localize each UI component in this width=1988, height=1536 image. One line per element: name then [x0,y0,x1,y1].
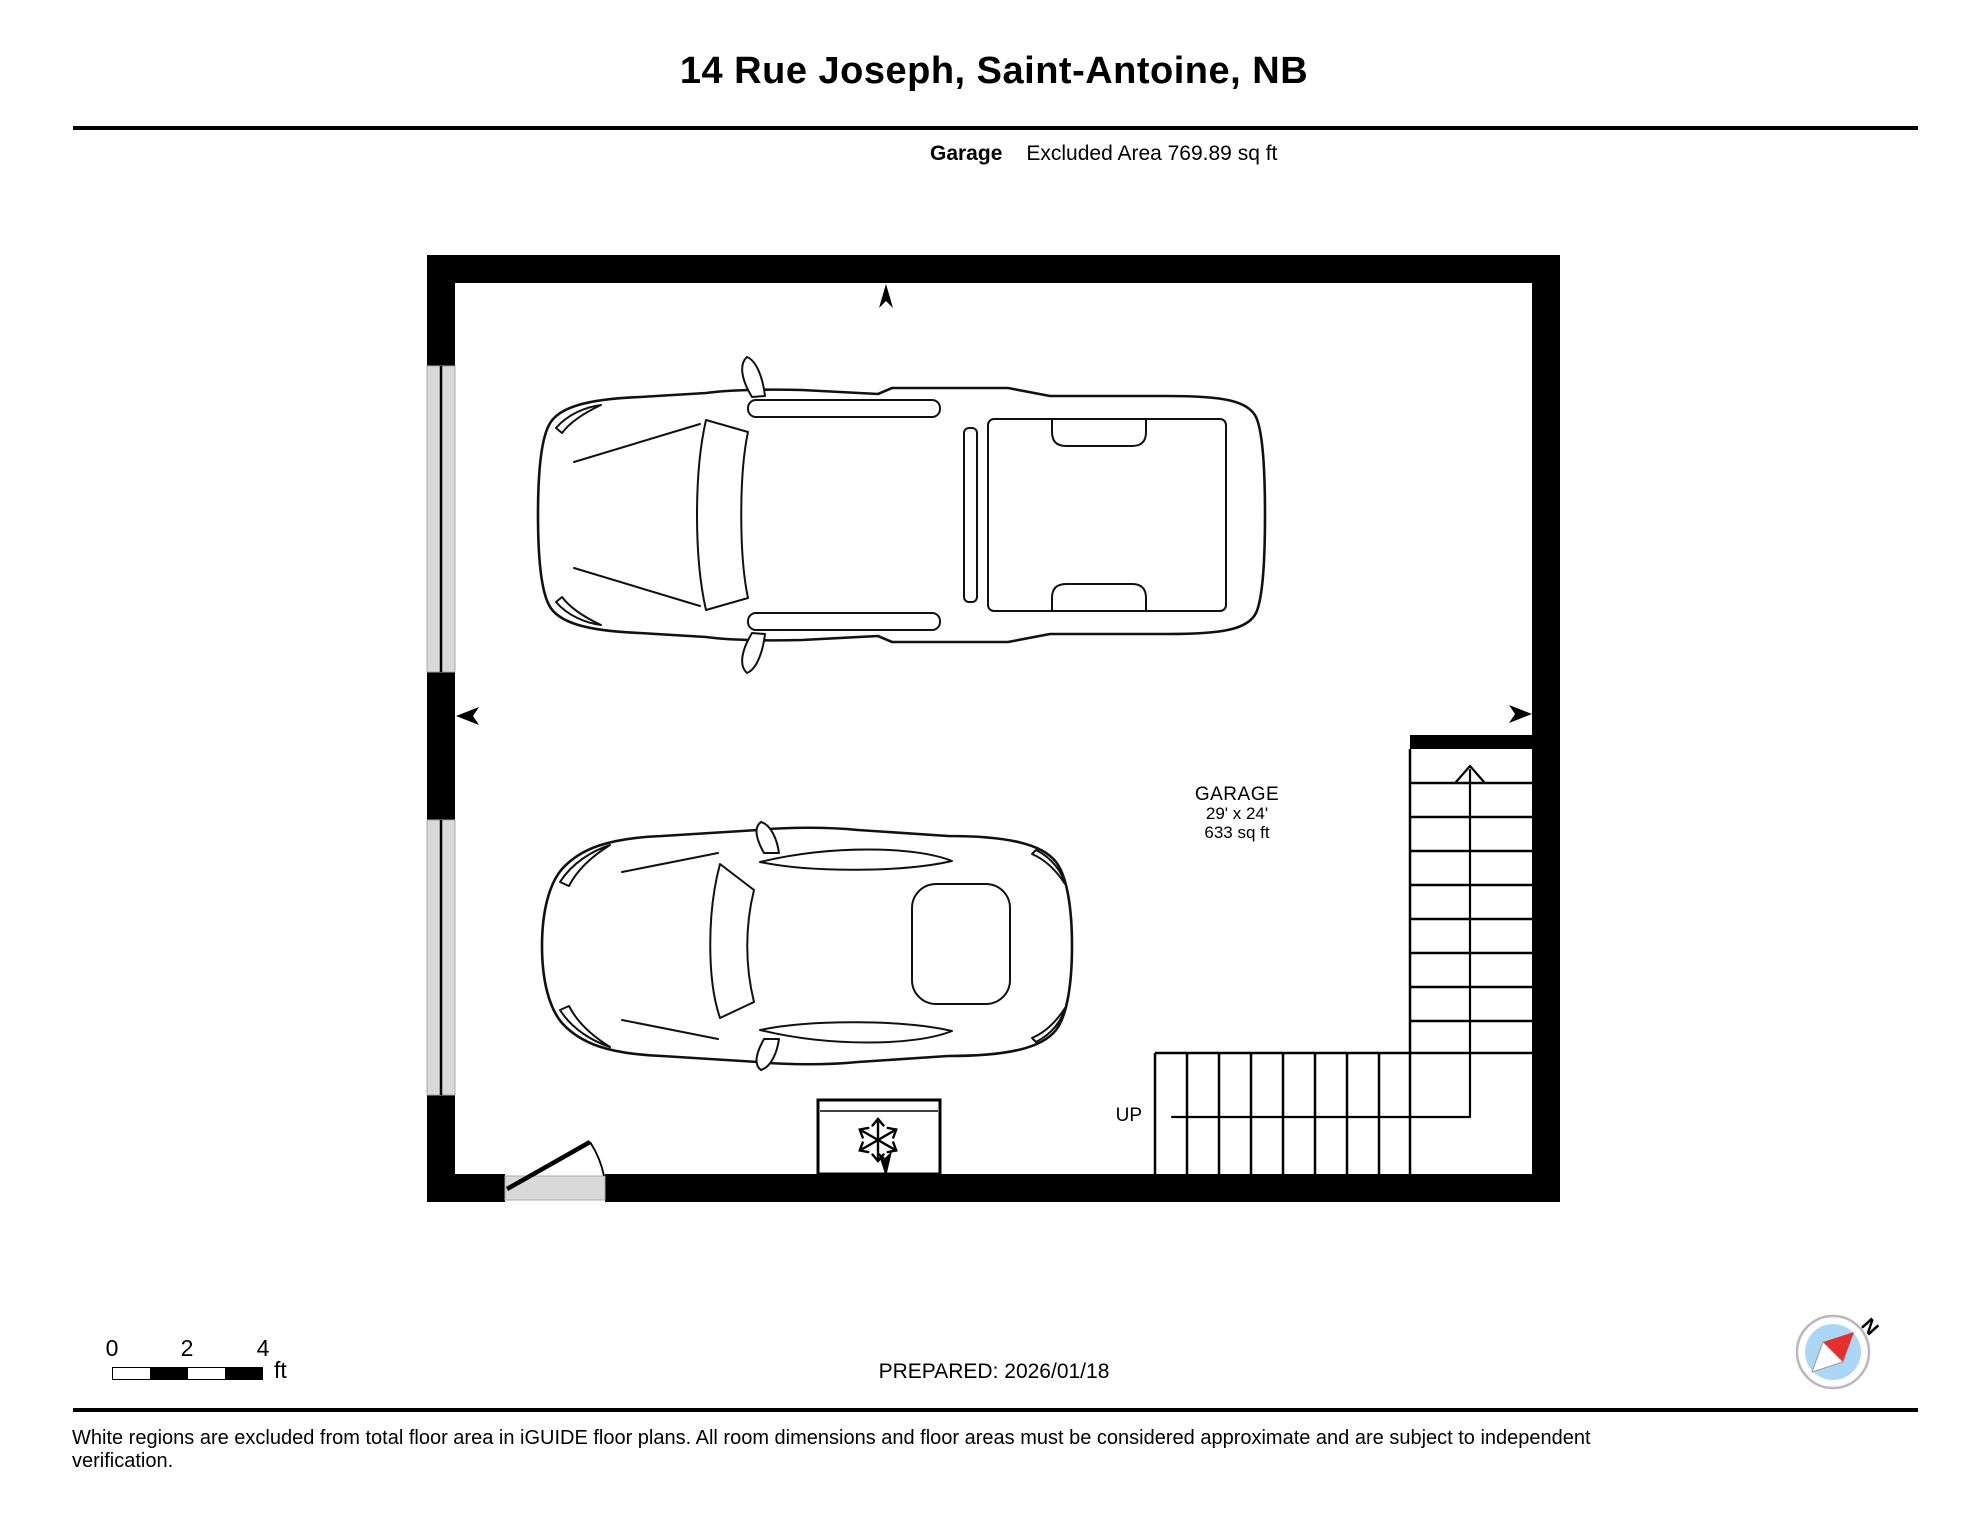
stairs-up-label: UP [1115,1105,1142,1126]
floor-subtitle [930,142,1277,166]
room-dimensions: 29' x 24' [1205,804,1269,823]
marker-arrow-right [1509,705,1532,723]
excluded-area-note: Excluded Area 769.89 sq ft [1026,142,1278,165]
room-area: 633 sq ft [1204,823,1270,842]
entry-door [505,1142,605,1200]
marker-arrow-top [879,284,893,308]
pickup-truck-outline [538,357,1265,673]
room-name: GARAGE [1194,784,1280,805]
scale-tick-4: 4 [256,1335,270,1361]
hvac-unit [818,1100,940,1177]
floor-label: Garage [930,142,1003,165]
header-divider [73,126,1918,130]
marker-arrow-left [456,707,479,725]
scale-tick-2: 2 [180,1335,194,1361]
room-label [1137,785,1337,842]
window-left-lower [427,820,455,1095]
window-left-upper [427,366,455,672]
scale-tick-0: 0 [105,1335,119,1361]
prepared-date: PREPARED: 2026/01/18 [878,1360,1110,1383]
disclaimer-text: White regions are excluded from total floor area in iGUIDE floor plans. All room dimensions and floor areas must be considered approximate and are subject to independent verification. [72,1427,1591,1472]
scale-unit-label: ft [274,1357,287,1383]
compass-north-label: N [1856,1314,1883,1340]
page-title: 14 Rue Joseph, Saint-Antoine, NB [679,50,1309,92]
car-outline [542,822,1072,1070]
footer-divider [73,1408,1918,1412]
